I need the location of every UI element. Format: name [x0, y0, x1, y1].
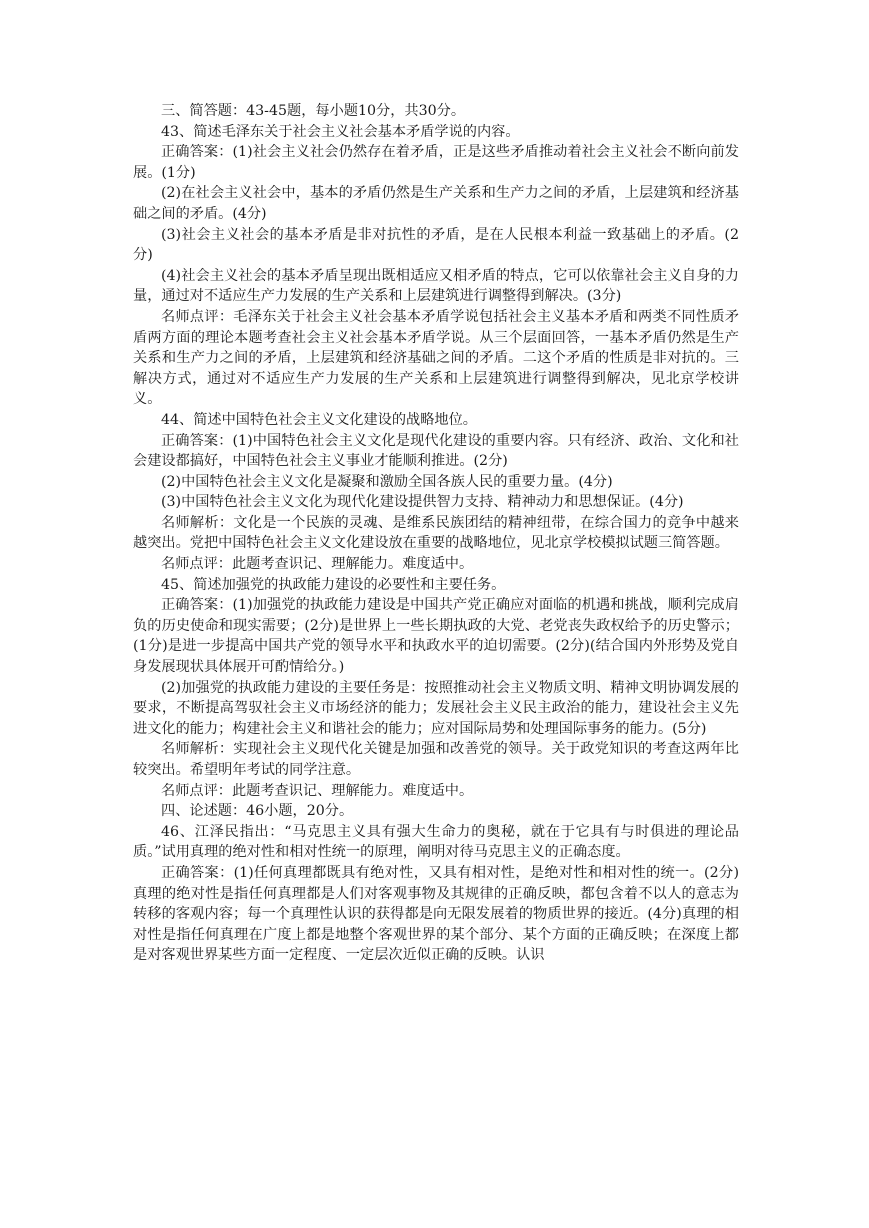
question-46: 46、江泽民指出：“马克思主义具有强大生命力的奥秘，就在于它具有与时俱进的理论品质。”试用真理的绝对性和相对性统一的原理，阐明对待马克思主义的正确态度。: [133, 823, 739, 861]
answer-44-point-3: (3)中国特色社会主义文化为现代化建设提供智力支持、精神动力和思想保证。(4分): [161, 494, 684, 511]
answer-45-point-1: 正确答案：(1)加强党的执政能力建设是中国共产党正确应对面临的机遇和挑战，顺利完成肩负的历史使命和现实需要；(2分)是世界上一些长期执政的大党、老党丧失政权给予的历史警示；(1分)是进一步提高中国共产党的领导水平和执政水平的迫切需要。(2分)(结合国内外形势及党自身发展现状具体展开可酌情给分。): [133, 597, 739, 676]
section-heading-essay: 四、论述题：46小题，20分。: [161, 803, 354, 820]
analysis-44: 名师解析：文化是一个民族的灵魂、是维系民族团结的精神纽带，在综合国力的竞争中越来越突出。党把中国特色社会主义文化建设放在重要的战略地位，见北京学校模拟试题三简答题。: [133, 514, 739, 552]
commentary-44: 名师点评：此题考查识记、理解能力。难度适中。: [161, 556, 474, 573]
answer-46: 正确答案：(1)任何真理都既具有绝对性，又具有相对性，是绝对性和相对性的统一。(2分)真理的绝对性是指任何真理都是人们对客观事物及其规律的正确反映，都包含着不以人的意志为转移的客观内容；每一个真理性认识的获得都是向无限发展着的物质世界的接近。(4分)真理的相对性是指任何真理在广度上都是地整个客观世界的某个部分、某个方面的正确反映；在深度上都是对客观世界某些方面一定程度、一定层次近似正确的反映。认识: [133, 864, 739, 964]
answer-43-point-4: (4)社会主义社会的基本矛盾呈现出既相适应又相矛盾的特点，它可以依靠社会主义自身的力量，通过对不适应生产力发展的生产关系和上层建筑进行调整得到解决。(3分): [133, 267, 739, 305]
question-44: 44、简述中国特色社会主义文化建设的战略地位。: [161, 411, 477, 428]
section-heading-short-answer: 三、简答题：43-45题，每小题10分，共30分。: [161, 103, 466, 119]
question-43: 43、简述毛泽东关于社会主义社会基本矛盾学说的内容。: [161, 123, 520, 140]
answer-43-point-3: (3)社会主义社会的基本矛盾是非对抗性的矛盾，是在人民根本利益一致基础上的矛盾。(2分): [133, 226, 739, 264]
question-45: 45、简述加强党的执政能力建设的必要性和主要任务。: [161, 576, 506, 593]
answer-43-point-2: (2)在社会主义社会中，基本的矛盾仍然是生产关系和生产力之间的矛盾，上层建筑和经济基础之间的矛盾。(4分): [133, 185, 739, 222]
document-body: [133, 101, 739, 966]
commentary-43: 名师点评：毛泽东关于社会主义社会基本矛盾学说包括社会主义基本矛盾和两类不同性质矛盾两方面的理论本题考查社会主义社会基本矛盾学说。从三个层面回答，一基本矛盾仍然是生产关系和生产力之间的矛盾，上层建筑和经济基础之间的矛盾。二这个矛盾的性质是非对抗的。三解决方式，通过对不适应生产力发展的生产关系和上层建筑进行调整得到解决，见北京学校讲义。: [133, 308, 739, 408]
answer-44-point-1: 正确答案：(1)中国特色社会主义文化是现代化建设的重要内容。只有经济、政治、文化和社会建设都搞好，中国特色社会主义事业才能顺利推进。(2分): [133, 432, 739, 470]
commentary-45: 名师点评：此题考查识记、理解能力。难度适中。: [161, 782, 474, 799]
answer-44-point-2: (2)中国特色社会主义文化是凝聚和激励全国各族人民的重要力量。(4分): [161, 473, 613, 490]
answer-43-point-1: 正确答案：(1)社会主义社会仍然存在着矛盾，正是这些矛盾推动着社会主义社会不断向前发展。(1分): [133, 144, 739, 181]
analysis-45: 名师解析：实现社会主义现代化关键是加强和改善党的领导。关于政党知识的考查这两年比较突出。希望明年考试的同学注意。: [133, 741, 739, 778]
answer-45-point-2: (2)加强党的执政能力建设的主要任务是：按照推动社会主义物质文明、精神文明协调发展的要求，不断提高驾驭社会主义市场经济的能力；发展社会主义民主政治的能力，建设社会主义先进文化的能力；构建社会主义和谐社会的能力；应对国际局势和处理国际事务的能力。(5分): [133, 679, 739, 737]
